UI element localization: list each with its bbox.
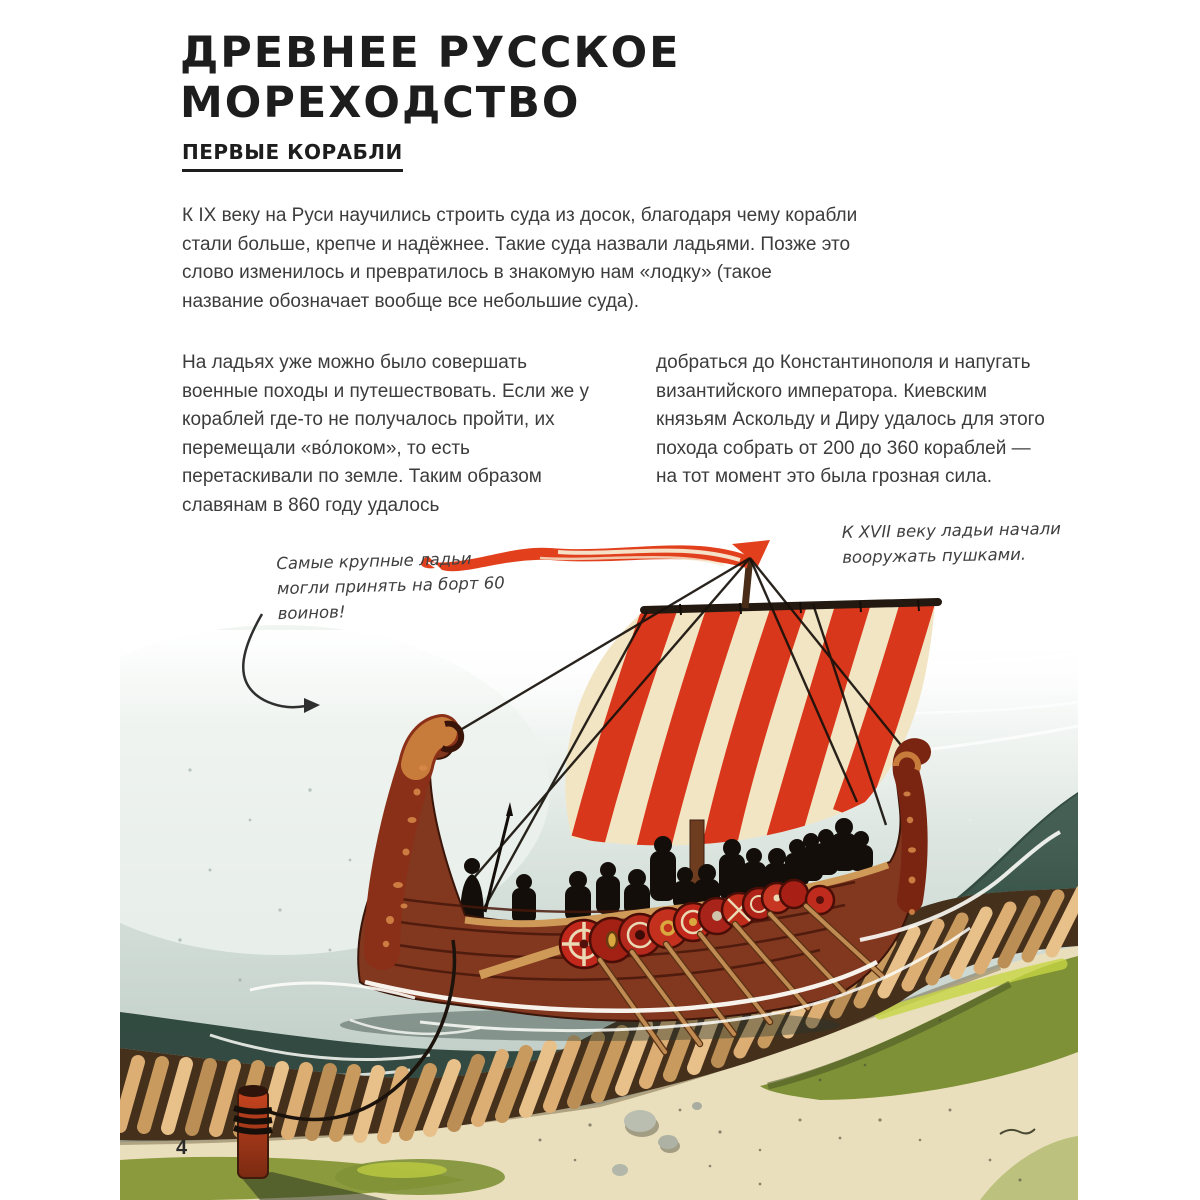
title-line-2: МОРЕХОДСТВО (180, 78, 581, 128)
illustration-ladya (120, 520, 1078, 1200)
illustration-svg (120, 520, 1078, 1200)
page-number: 4 (176, 1137, 188, 1159)
page-title (180, 28, 681, 128)
title-line-1: ДРЕВНЕЕ РУССКОЕ (180, 28, 681, 78)
handwritten-note-right: К XVII веку ладьи начали вооружать пушками. (841, 519, 1062, 567)
text-column-left: На ладьях уже можно было совершать военные походы и путешествовать. Если же у кораблей где-то не получалось пройти, их перемещали «во́локом», то есть перетаскивали по земле. Таким образом славянам в 860 году удалось (182, 352, 589, 516)
text-column-right: добраться до Константинополя и напугать византийского императора. Киевским князьям Аскольду и Диру удалось для этого похода собрать от 200 до 360 кораблей — на тот момент это была грозная сила. (656, 352, 1045, 487)
section-subtitle: ПЕРВЫЕ КОРАБЛИ (182, 140, 403, 172)
handwritten-note-left: Самые крупные ладьи могли принять на борт 60 воинов! (276, 549, 505, 624)
intro-paragraph: К IX веку на Руси научились строить суда из досок, благодаря чему корабли стали больше, крепче и надёжнее. Такие суда назвали ладьями. Позже это слово изменилось и превратилось в знакомую нам «лодку» (такое название обозначает вообще все небольшие суда). (182, 205, 858, 312)
